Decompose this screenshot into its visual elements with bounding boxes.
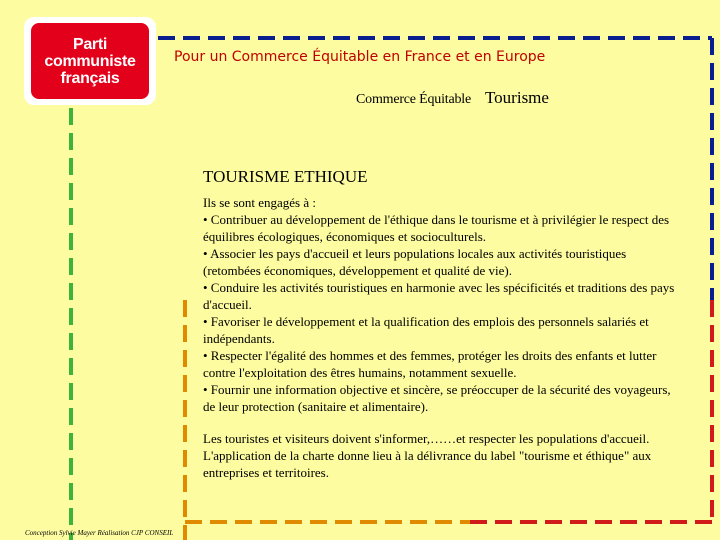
commitment-item: • Conduire les activités touristiques en harmonie avec les spécificités et traditions des pays d'accueil. [203, 280, 675, 312]
section-title: TOURISME ETHIQUE [203, 167, 368, 186]
commitment-item: • Fournir une information objective et sincère, se préoccuper de la sécurité des voyageurs, de leur protection (sanitaire et alimentaire). [203, 382, 671, 414]
tab-commerce-equitable[interactable]: Commerce Équitable [356, 92, 471, 107]
paragraph-spacer [203, 415, 683, 430]
footer-credit: Conception Sylvie Mayer Réalisation CJP CONSEIL [25, 529, 174, 537]
page-header: Pour un Commerce Équitable en France et en Europe [174, 49, 546, 65]
tab-tourisme[interactable]: Tourisme [484, 88, 549, 107]
main-content [203, 167, 683, 481]
commitment-item: • Respecter l'égalité des hommes et des femmes, protéger les droits des enfants et lutter contre l'exploitation des êtres humains, notamment sexuelle. [203, 348, 657, 380]
closing-paragraph: Les touristes et visiteurs doivent s'informer,……et respecter les populations d'accueil. [203, 431, 650, 446]
commitment-item: • Contribuer au développement de l'éthique dans le tourisme et à privilégier le respect des équilibres écologiques, économiques et socioculturels. [203, 212, 670, 244]
logo-line-2: communiste [44, 52, 136, 70]
section-tabs [356, 88, 549, 108]
logo-line-3: français [60, 69, 120, 87]
section-lead: Ils se sont engagés à : [203, 195, 317, 210]
commitment-item: • Favoriser le développement et la qualification des emplois des personnels salariés et indépendants. [203, 314, 649, 346]
party-logo-badge [31, 23, 149, 99]
party-logo [24, 17, 156, 105]
closing-paragraph: L'application de la charte donne lieu à la délivrance du label "tourisme et éthique" aux entreprises et territoires. [203, 448, 652, 480]
logo-line-1: Parti [72, 35, 108, 53]
commitment-item: • Associer les pays d'accueil et leurs populations locales aux activités touristiques (retombées économiques, développement et qualité de vie). [203, 246, 627, 278]
